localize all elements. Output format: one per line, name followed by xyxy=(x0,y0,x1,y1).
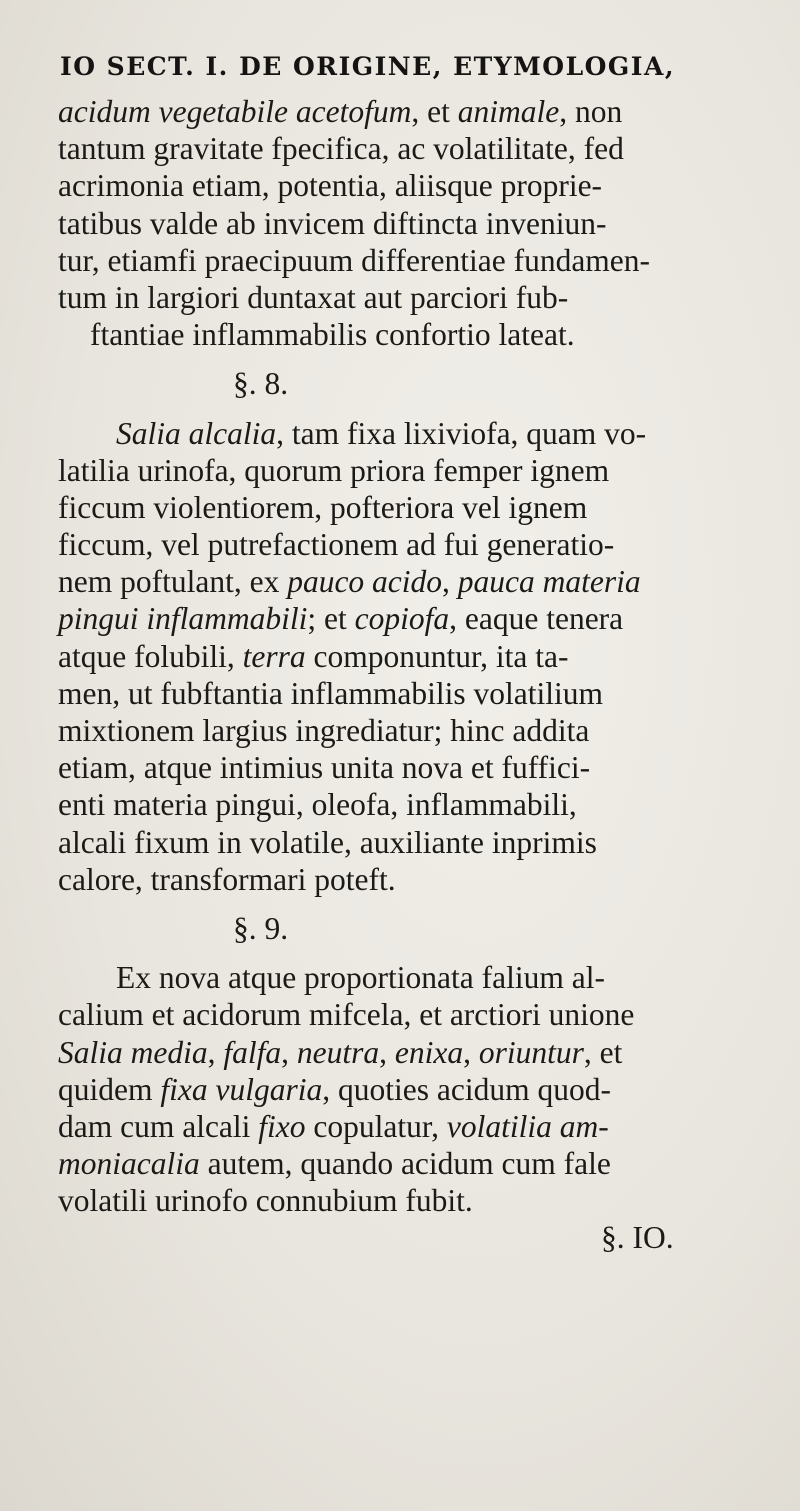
text-line: tur, etiamfi praecipuum differentiae fundamen- xyxy=(58,242,651,278)
text-line: mixtionem largius ingrediatur; hinc addita xyxy=(58,713,590,748)
text-line xyxy=(58,563,768,600)
text-line xyxy=(58,1034,768,1071)
text-line: tantum gravitate fpecifica, ac volatilitate, fed xyxy=(58,131,624,167)
text-run: , non xyxy=(559,94,623,129)
text-line xyxy=(58,93,768,130)
text-line: calore, transformari poteft. xyxy=(58,861,396,897)
text-run: dam cum alcali xyxy=(58,1108,259,1144)
text-italic: animale xyxy=(457,94,560,129)
text-line: tatibus valde ab invicem diftincta inveniun- xyxy=(58,205,607,241)
text-italic: acidum vegetabile acetofum xyxy=(58,94,412,129)
text-line: etiam, atque intimius unita nova et fuffici- xyxy=(58,750,591,786)
text-line xyxy=(58,415,768,452)
page-text xyxy=(58,93,768,1257)
text-run: , quoties acidum quod- xyxy=(322,1071,611,1107)
text-line: Ex nova atque proportionata falium al- xyxy=(116,960,605,996)
text-line: alcali fixum in volatile, auxiliante inprimis xyxy=(58,824,597,860)
text-line xyxy=(58,1071,768,1108)
text-italic: pingui inflammabili xyxy=(58,601,308,637)
text-line xyxy=(58,1108,768,1145)
text-line xyxy=(58,638,768,675)
text-italic: neutra xyxy=(296,1034,380,1070)
text-italic: pauca materia xyxy=(457,564,641,600)
text-italic: falfa xyxy=(223,1034,282,1070)
text-line: acrimonia etiam, potentia, aliisque proprie- xyxy=(58,168,603,204)
text-run: nem poftulant, ex xyxy=(58,564,288,600)
text-line: latilia urinofa, quorum priora femper ignem xyxy=(58,452,610,488)
text-run: ; et xyxy=(307,601,355,637)
text-run: , xyxy=(379,1034,395,1070)
text-run: copulatur, xyxy=(305,1108,447,1144)
text-line: ficcum, vel putrefactionem ad fui generatio- xyxy=(58,527,615,563)
running-head: IO SECT. I. DE ORIGINE, ETYMOLOGIA, xyxy=(60,52,676,81)
text-italic: terra xyxy=(242,638,306,674)
text-run: , xyxy=(281,1034,297,1070)
text-italic: oriuntur xyxy=(478,1034,584,1070)
text-italic: pauco acido xyxy=(287,564,443,600)
text-italic: fixa vulgaria xyxy=(160,1071,323,1107)
catchword: §. IO. xyxy=(601,1220,674,1256)
text-run: , tam fixa lixiviofa, quam vo- xyxy=(276,415,647,451)
text-italic: volatilia am- xyxy=(446,1108,609,1144)
section-heading-8: §. 8. xyxy=(233,366,289,402)
text-italic: moniacalia xyxy=(58,1146,200,1182)
text-line: tum in largiori duntaxat aut parciori fub- xyxy=(58,279,569,315)
text-run: componuntur, ita ta- xyxy=(305,638,569,674)
text-italic: Salia media xyxy=(58,1034,208,1070)
text-run: , et xyxy=(583,1034,623,1070)
section-heading-9: §. 9. xyxy=(233,910,289,946)
text-line: ftantiae inflammabilis confortio lateat. xyxy=(90,317,575,353)
text-run: , et xyxy=(411,94,458,129)
text-italic: fixo xyxy=(258,1108,306,1144)
text-run: , eaque tenera xyxy=(449,601,624,637)
text-line: ficcum violentiorem, pofteriora vel ignem xyxy=(58,489,588,525)
text-line xyxy=(58,1145,768,1182)
text-run: atque folubili, xyxy=(58,638,243,674)
text-run: , xyxy=(207,1034,224,1070)
text-run: , xyxy=(442,564,458,600)
text-italic: enixa xyxy=(394,1034,464,1070)
text-line: volatili urinofo connubium fubit. xyxy=(58,1183,473,1219)
text-line: men, ut fubftantia inflammabilis volatilium xyxy=(58,675,604,711)
text-italic: Salia alcalia xyxy=(116,415,277,451)
text-line xyxy=(58,600,768,637)
text-run: autem, quando acidum cum fale xyxy=(199,1146,611,1182)
text-line: enti materia pingui, oleofa, inflammabili, xyxy=(58,787,577,823)
text-run: quidem xyxy=(58,1071,161,1107)
text-run: , xyxy=(463,1034,479,1070)
text-line: calium et acidorum mifcela, et arctiori unione xyxy=(58,997,635,1033)
text-italic: copiofa xyxy=(354,601,450,637)
